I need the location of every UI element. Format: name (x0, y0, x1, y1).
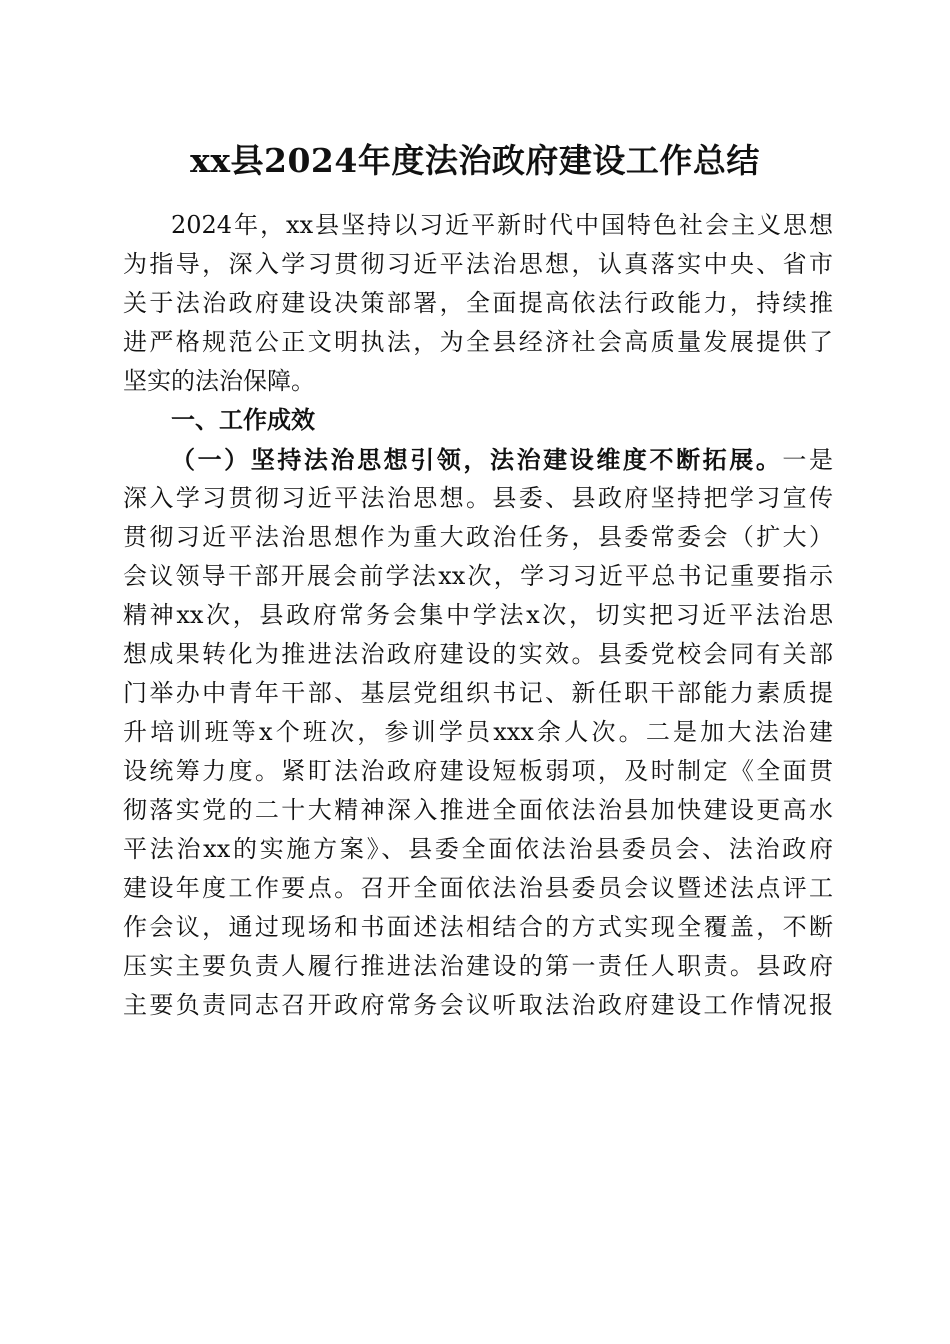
subsection-first-line (123, 440, 833, 479)
body-line: 门举办中青年干部、基层党组织书记、新任职干部能力素质提 (123, 679, 833, 707)
document-body (123, 206, 833, 1025)
body-line: 平法治xx的实施方案》、县委全面依法治县委员会、法治政府 (123, 835, 833, 863)
body-line: 彻落实党的二十大精神深入推进全面依法治县加快建设更高水 (123, 796, 833, 824)
section-heading: 一、工作成效 (171, 406, 315, 434)
body-line: 主要负责同志召开政府常务会议听取法治政府建设工作情况报 (123, 991, 833, 1019)
subsection-title: （一）坚持法治思想引领，法治建设维度不断拓展。 (171, 445, 783, 474)
subsection-title-tail: 一是 (782, 446, 834, 474)
body-line: 会议领导干部开展会前学法xx次，学习习近平总书记重要指示 (123, 562, 833, 590)
body-line: 压实主要负责人履行推进法治建设的第一责任人职责。县政府 (123, 952, 833, 980)
body-line: 升培训班等x个班次，参训学员xxx余人次。二是加大法治建 (123, 718, 833, 746)
intro-line: 关于法治政府建设决策部署，全面提高依法行政能力，持续推 (123, 289, 833, 317)
body-line: 建设年度工作要点。召开全面依法治县委员会议暨述法点评工 (123, 874, 833, 902)
intro-line: 2024年，xx县坚持以习近平新时代中国特色社会主义思想 (171, 211, 833, 239)
intro-line: 坚实的法治保障。 (123, 367, 315, 395)
intro-line: 为指导，深入学习贯彻习近平法治思想，认真落实中央、省市 (123, 250, 833, 278)
body-line: 精神xx次，县政府常务会集中学法x次，切实把习近平法治思 (123, 601, 833, 629)
document-title: xx县2024年度法治政府建设工作总结 (190, 141, 760, 180)
body-line: 设统筹力度。紧盯法治政府建设短板弱项，及时制定《全面贯 (123, 757, 833, 785)
body-line: 贯彻习近平法治思想作为重大政治任务，县委常委会（扩大） (123, 523, 833, 551)
body-line: 作会议，通过现场和书面述法相结合的方式实现全覆盖，不断 (123, 913, 833, 941)
body-line: 想成果转化为推进法治政府建设的实效。县委党校会同有关部 (123, 640, 833, 668)
intro-line: 进严格规范公正文明执法，为全县经济社会高质量发展提供了 (123, 328, 833, 356)
body-line: 深入学习贯彻习近平法治思想。县委、县政府坚持把学习宣传 (123, 484, 833, 512)
